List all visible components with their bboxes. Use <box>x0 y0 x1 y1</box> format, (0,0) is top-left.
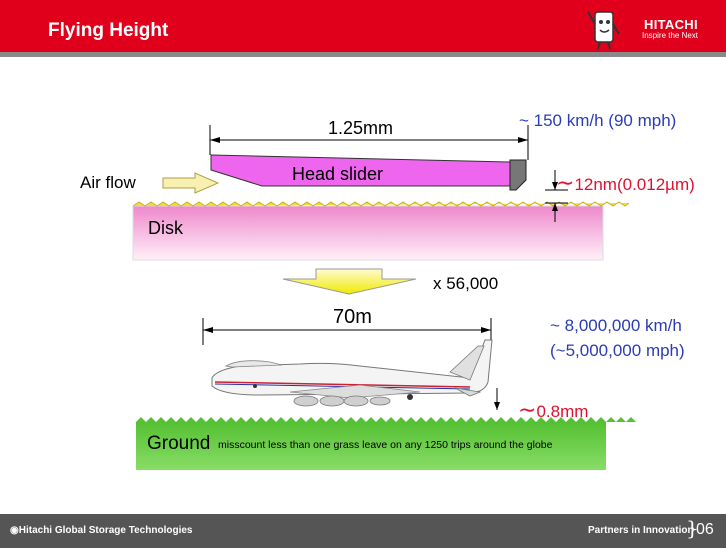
mascot-icon <box>586 4 622 50</box>
ground-note: misscount less than one grass leave on any 1250 trips around the globe <box>218 439 553 451</box>
ground-label: Ground <box>147 433 211 454</box>
airplane <box>212 340 492 406</box>
footer-slogan: Partners in Innovation <box>588 525 694 536</box>
airflow-arrow <box>163 173 218 193</box>
scale-arrow <box>283 269 416 294</box>
logo-tagline: Inspire the Next <box>642 31 699 40</box>
airflow-label: Air flow <box>80 173 136 192</box>
tilde-glyph: ∼ <box>556 170 575 195</box>
plane-speed-mph-label: (~5,000,000 mph) <box>550 341 685 360</box>
disk <box>133 206 603 260</box>
hitachi-logo: HITACHI <box>644 17 698 32</box>
scale-factor-label: x 56,000 <box>433 274 499 293</box>
disk-label: Disk <box>148 218 183 238</box>
plane-gap-label: ∼0.8mm <box>518 397 589 422</box>
footer-brace-icon: } <box>686 516 699 540</box>
plane-gap-indicator <box>494 388 500 410</box>
slider-speed-label: ~ 150 km/h (90 mph) <box>519 111 677 130</box>
slider-length-label: 1.25mm <box>328 118 394 138</box>
plane-speed-label: ~ 8,000,000 km/h <box>550 316 682 335</box>
tilde-glyph: ∼ <box>518 397 537 422</box>
footer-company: ◉Hitachi Global Storage Technologies <box>10 525 193 536</box>
head-slider-label: Head slider <box>292 164 384 184</box>
plane-length-label: 70m <box>333 306 372 328</box>
page-number: 06 <box>696 521 714 538</box>
slider-gap-label: ∼12nm(0.012µm) <box>556 170 695 195</box>
hitachi-mark-icon: ◉ <box>10 525 19 536</box>
page-title: Flying Height <box>48 20 169 41</box>
slider-head-tip <box>510 160 526 190</box>
